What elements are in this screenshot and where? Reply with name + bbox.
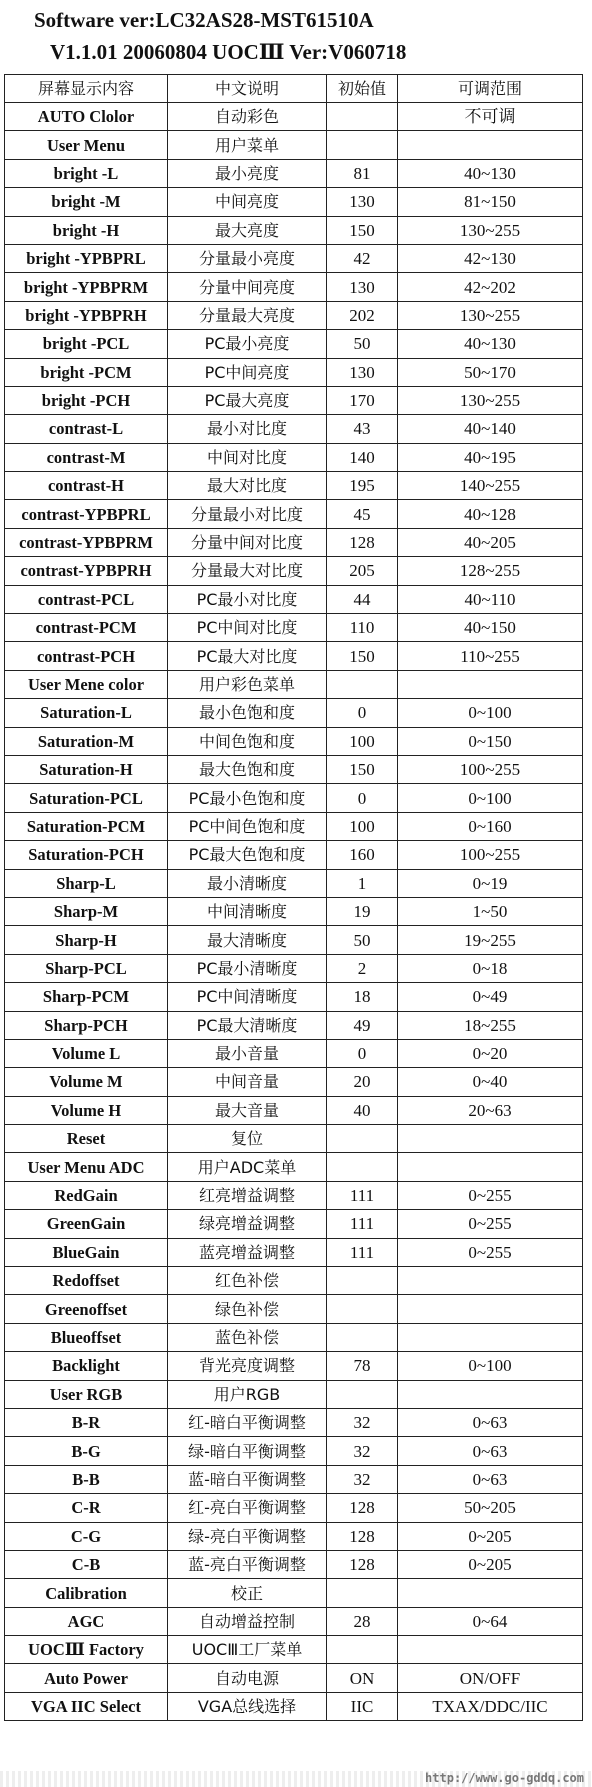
display-text-cell: contrast-M bbox=[5, 443, 168, 471]
initial-value-cell: 50 bbox=[327, 926, 398, 954]
table-row bbox=[5, 1153, 583, 1181]
initial-value-cell: 202 bbox=[327, 301, 398, 329]
description-cell: 中间亮度 bbox=[168, 188, 327, 216]
description-cell: 用户ADC菜单 bbox=[168, 1153, 327, 1181]
range-cell: 0~150 bbox=[398, 727, 583, 755]
table-row bbox=[5, 755, 583, 783]
description-cell: 最大色饱和度 bbox=[168, 755, 327, 783]
initial-value-cell: 111 bbox=[327, 1238, 398, 1266]
table-header-row bbox=[5, 75, 583, 103]
table-row bbox=[5, 500, 583, 528]
table-row bbox=[5, 103, 583, 131]
table-row bbox=[5, 1380, 583, 1408]
table-row bbox=[5, 386, 583, 414]
table-row bbox=[5, 614, 583, 642]
description-cell: 红亮增益调整 bbox=[168, 1181, 327, 1209]
table-row bbox=[5, 1068, 583, 1096]
range-cell: 0~64 bbox=[398, 1607, 583, 1635]
display-text-cell: B-G bbox=[5, 1437, 168, 1465]
table-body bbox=[5, 103, 583, 1721]
table-row bbox=[5, 528, 583, 556]
initial-value-cell: 0 bbox=[327, 784, 398, 812]
table-row bbox=[5, 188, 583, 216]
initial-value-cell: 19 bbox=[327, 897, 398, 925]
description-cell: 红-亮白平衡调整 bbox=[168, 1494, 327, 1522]
initial-value-cell: 49 bbox=[327, 1011, 398, 1039]
table-row bbox=[5, 216, 583, 244]
display-text-cell: BlueGain bbox=[5, 1238, 168, 1266]
initial-value-cell: 150 bbox=[327, 755, 398, 783]
display-text-cell: contrast-H bbox=[5, 472, 168, 500]
range-cell: 130~255 bbox=[398, 386, 583, 414]
display-text-cell: C-R bbox=[5, 1494, 168, 1522]
table-row bbox=[5, 1408, 583, 1436]
range-cell: 1~50 bbox=[398, 897, 583, 925]
display-text-cell: bright -PCL bbox=[5, 330, 168, 358]
range-cell: 110~255 bbox=[398, 642, 583, 670]
table-row bbox=[5, 1039, 583, 1067]
table-row bbox=[5, 1636, 583, 1664]
initial-value-cell: 100 bbox=[327, 812, 398, 840]
description-cell: 中间清晰度 bbox=[168, 897, 327, 925]
description-cell: PC中间清晰度 bbox=[168, 983, 327, 1011]
range-cell bbox=[398, 1579, 583, 1607]
description-cell: PC最大清晰度 bbox=[168, 1011, 327, 1039]
range-cell bbox=[398, 1636, 583, 1664]
table-row bbox=[5, 131, 583, 159]
range-cell: 40~110 bbox=[398, 585, 583, 613]
range-cell: 40~128 bbox=[398, 500, 583, 528]
initial-value-cell: IIC bbox=[327, 1692, 398, 1720]
display-text-cell: contrast-PCM bbox=[5, 614, 168, 642]
range-cell: 18~255 bbox=[398, 1011, 583, 1039]
range-cell: 0~63 bbox=[398, 1437, 583, 1465]
description-cell: PC最大对比度 bbox=[168, 642, 327, 670]
display-text-cell: Volume H bbox=[5, 1096, 168, 1124]
initial-value-cell: 128 bbox=[327, 1550, 398, 1578]
initial-value-cell: 81 bbox=[327, 159, 398, 187]
table-row bbox=[5, 983, 583, 1011]
initial-value-cell: 40 bbox=[327, 1096, 398, 1124]
initial-value-cell: 150 bbox=[327, 216, 398, 244]
display-text-cell: Backlight bbox=[5, 1352, 168, 1380]
table-row bbox=[5, 869, 583, 897]
display-text-cell: Redoffset bbox=[5, 1267, 168, 1295]
display-text-cell: User Mene color bbox=[5, 670, 168, 698]
description-cell: PC最大亮度 bbox=[168, 386, 327, 414]
initial-value-cell: 130 bbox=[327, 358, 398, 386]
display-text-cell: RedGain bbox=[5, 1181, 168, 1209]
display-text-cell: Saturation-PCL bbox=[5, 784, 168, 812]
description-cell: PC最小清晰度 bbox=[168, 954, 327, 982]
description-cell: 最小对比度 bbox=[168, 415, 327, 443]
table-row bbox=[5, 727, 583, 755]
initial-value-cell: 150 bbox=[327, 642, 398, 670]
column-header-range: 可调范围 bbox=[398, 75, 583, 103]
range-cell: 42~130 bbox=[398, 244, 583, 272]
table-row bbox=[5, 1664, 583, 1692]
initial-value-cell bbox=[327, 1267, 398, 1295]
initial-value-cell: 111 bbox=[327, 1210, 398, 1238]
table-row bbox=[5, 670, 583, 698]
display-text-cell: bright -PCM bbox=[5, 358, 168, 386]
table-row bbox=[5, 301, 583, 329]
range-cell bbox=[398, 1380, 583, 1408]
initial-value-cell: 110 bbox=[327, 614, 398, 642]
range-cell: 40~205 bbox=[398, 528, 583, 556]
display-text-cell: contrast-YPBPRL bbox=[5, 500, 168, 528]
display-text-cell: User Menu ADC bbox=[5, 1153, 168, 1181]
range-cell: 40~130 bbox=[398, 330, 583, 358]
description-cell: 最大清晰度 bbox=[168, 926, 327, 954]
display-text-cell: bright -PCH bbox=[5, 386, 168, 414]
watermark-url: http://www.go-gddq.com bbox=[425, 1771, 584, 1785]
display-text-cell: contrast-YPBPRM bbox=[5, 528, 168, 556]
display-text-cell: Saturation-H bbox=[5, 755, 168, 783]
description-cell: VGA总线选择 bbox=[168, 1692, 327, 1720]
display-text-cell: Calibration bbox=[5, 1579, 168, 1607]
range-cell: 0~100 bbox=[398, 784, 583, 812]
description-cell: 中间色饱和度 bbox=[168, 727, 327, 755]
display-text-cell: Saturation-PCM bbox=[5, 812, 168, 840]
description-cell: PC最小亮度 bbox=[168, 330, 327, 358]
range-cell: 0~100 bbox=[398, 1352, 583, 1380]
display-text-cell: Saturation-L bbox=[5, 699, 168, 727]
initial-value-cell bbox=[327, 1636, 398, 1664]
range-cell: 0~63 bbox=[398, 1408, 583, 1436]
range-cell: 40~150 bbox=[398, 614, 583, 642]
table-row bbox=[5, 1267, 583, 1295]
initial-value-cell: 160 bbox=[327, 841, 398, 869]
range-cell bbox=[398, 1267, 583, 1295]
initial-value-cell: 42 bbox=[327, 244, 398, 272]
table-row bbox=[5, 1579, 583, 1607]
table-row bbox=[5, 1550, 583, 1578]
initial-value-cell: 1 bbox=[327, 869, 398, 897]
display-text-cell: Sharp-L bbox=[5, 869, 168, 897]
display-text-cell: contrast-L bbox=[5, 415, 168, 443]
initial-value-cell: 0 bbox=[327, 699, 398, 727]
table-row bbox=[5, 1465, 583, 1493]
description-cell: 蓝-亮白平衡调整 bbox=[168, 1550, 327, 1578]
table-row bbox=[5, 784, 583, 812]
initial-value-cell: 20 bbox=[327, 1068, 398, 1096]
description-cell: 分量最大对比度 bbox=[168, 557, 327, 585]
initial-value-cell: 0 bbox=[327, 1039, 398, 1067]
range-cell: 0~100 bbox=[398, 699, 583, 727]
description-cell: 自动彩色 bbox=[168, 103, 327, 131]
description-cell: 背光亮度调整 bbox=[168, 1352, 327, 1380]
description-cell: 最小色饱和度 bbox=[168, 699, 327, 727]
table-row bbox=[5, 1323, 583, 1351]
initial-value-cell bbox=[327, 1323, 398, 1351]
table-row bbox=[5, 1125, 583, 1153]
range-cell: 130~255 bbox=[398, 216, 583, 244]
display-text-cell: Auto Power bbox=[5, 1664, 168, 1692]
table-row bbox=[5, 1096, 583, 1124]
description-cell: 蓝亮增益调整 bbox=[168, 1238, 327, 1266]
display-text-cell: bright -YPBPRH bbox=[5, 301, 168, 329]
display-text-cell: Sharp-PCH bbox=[5, 1011, 168, 1039]
initial-value-cell: 170 bbox=[327, 386, 398, 414]
range-cell: 50~205 bbox=[398, 1494, 583, 1522]
initial-value-cell: 32 bbox=[327, 1465, 398, 1493]
description-cell: 红色补偿 bbox=[168, 1267, 327, 1295]
range-cell: 42~202 bbox=[398, 273, 583, 301]
description-cell: 最小清晰度 bbox=[168, 869, 327, 897]
table-row bbox=[5, 1210, 583, 1238]
description-cell: 绿-暗白平衡调整 bbox=[168, 1437, 327, 1465]
range-cell: 20~63 bbox=[398, 1096, 583, 1124]
description-cell: PC最小色饱和度 bbox=[168, 784, 327, 812]
description-cell: 最小音量 bbox=[168, 1039, 327, 1067]
table-row bbox=[5, 699, 583, 727]
range-cell: 0~40 bbox=[398, 1068, 583, 1096]
range-cell bbox=[398, 1125, 583, 1153]
initial-value-cell: 32 bbox=[327, 1408, 398, 1436]
display-text-cell: User Menu bbox=[5, 131, 168, 159]
initial-value-cell: 2 bbox=[327, 954, 398, 982]
table-row bbox=[5, 159, 583, 187]
description-cell: 蓝-暗白平衡调整 bbox=[168, 1465, 327, 1493]
display-text-cell: Blueoffset bbox=[5, 1323, 168, 1351]
range-cell bbox=[398, 131, 583, 159]
display-text-cell: Sharp-M bbox=[5, 897, 168, 925]
display-text-cell: Greenoffset bbox=[5, 1295, 168, 1323]
display-text-cell: B-R bbox=[5, 1408, 168, 1436]
initial-value-cell: 195 bbox=[327, 472, 398, 500]
initial-value-cell bbox=[327, 131, 398, 159]
initial-value-cell: 128 bbox=[327, 1494, 398, 1522]
initial-value-cell: 44 bbox=[327, 585, 398, 613]
initial-value-cell: 140 bbox=[327, 443, 398, 471]
range-cell: 100~255 bbox=[398, 755, 583, 783]
initial-value-cell: 32 bbox=[327, 1437, 398, 1465]
display-text-cell: bright -L bbox=[5, 159, 168, 187]
table-row bbox=[5, 897, 583, 925]
table-row bbox=[5, 1607, 583, 1635]
description-cell: 最大亮度 bbox=[168, 216, 327, 244]
range-cell: 100~255 bbox=[398, 841, 583, 869]
range-cell: 19~255 bbox=[398, 926, 583, 954]
table-row bbox=[5, 812, 583, 840]
initial-value-cell bbox=[327, 1295, 398, 1323]
table-row bbox=[5, 557, 583, 585]
description-cell: 复位 bbox=[168, 1125, 327, 1153]
initial-value-cell: 128 bbox=[327, 528, 398, 556]
table-row bbox=[5, 926, 583, 954]
description-cell: PC中间色饱和度 bbox=[168, 812, 327, 840]
range-cell: 0~255 bbox=[398, 1210, 583, 1238]
table-row bbox=[5, 273, 583, 301]
range-cell: 0~255 bbox=[398, 1181, 583, 1209]
range-cell: 0~49 bbox=[398, 983, 583, 1011]
display-text-cell: Sharp-PCM bbox=[5, 983, 168, 1011]
range-cell: 0~63 bbox=[398, 1465, 583, 1493]
range-cell: 130~255 bbox=[398, 301, 583, 329]
description-cell: PC最大色饱和度 bbox=[168, 841, 327, 869]
range-cell: 0~19 bbox=[398, 869, 583, 897]
table-row bbox=[5, 415, 583, 443]
range-cell: 140~255 bbox=[398, 472, 583, 500]
display-text-cell: Volume M bbox=[5, 1068, 168, 1096]
range-cell: 0~18 bbox=[398, 954, 583, 982]
description-cell: 绿色补偿 bbox=[168, 1295, 327, 1323]
description-cell: 分量最大亮度 bbox=[168, 301, 327, 329]
range-cell: 50~170 bbox=[398, 358, 583, 386]
description-cell: 绿-亮白平衡调整 bbox=[168, 1522, 327, 1550]
display-text-cell: AGC bbox=[5, 1607, 168, 1635]
display-text-cell: Volume L bbox=[5, 1039, 168, 1067]
column-header-display: 屏幕显示内容 bbox=[5, 75, 168, 103]
initial-value-cell bbox=[327, 1125, 398, 1153]
description-cell: 分量中间亮度 bbox=[168, 273, 327, 301]
initial-value-cell bbox=[327, 103, 398, 131]
range-cell: 81~150 bbox=[398, 188, 583, 216]
initial-value-cell bbox=[327, 670, 398, 698]
description-cell: 分量最小亮度 bbox=[168, 244, 327, 272]
table-row bbox=[5, 330, 583, 358]
range-cell: 0~205 bbox=[398, 1550, 583, 1578]
table-row bbox=[5, 1295, 583, 1323]
display-text-cell: Sharp-PCL bbox=[5, 954, 168, 982]
column-header-description: 中文说明 bbox=[168, 75, 327, 103]
display-text-cell: AUTO Clolor bbox=[5, 103, 168, 131]
table-row bbox=[5, 1494, 583, 1522]
table-row bbox=[5, 443, 583, 471]
description-cell: 最大音量 bbox=[168, 1096, 327, 1124]
range-cell: 40~195 bbox=[398, 443, 583, 471]
display-text-cell: Sharp-H bbox=[5, 926, 168, 954]
description-cell: 分量中间对比度 bbox=[168, 528, 327, 556]
display-text-cell: Reset bbox=[5, 1125, 168, 1153]
description-cell: 绿亮增益调整 bbox=[168, 1210, 327, 1238]
table-row bbox=[5, 244, 583, 272]
table-row bbox=[5, 472, 583, 500]
table-row bbox=[5, 841, 583, 869]
range-cell: 40~140 bbox=[398, 415, 583, 443]
description-cell: PC最小对比度 bbox=[168, 585, 327, 613]
initial-value-cell: 130 bbox=[327, 273, 398, 301]
display-text-cell: UOCⅢ Factory bbox=[5, 1636, 168, 1664]
initial-value-cell: 50 bbox=[327, 330, 398, 358]
display-text-cell: Saturation-M bbox=[5, 727, 168, 755]
description-cell: 用户RGB bbox=[168, 1380, 327, 1408]
initial-value-cell: 18 bbox=[327, 983, 398, 1011]
display-text-cell: User RGB bbox=[5, 1380, 168, 1408]
description-cell: 最小亮度 bbox=[168, 159, 327, 187]
initial-value-cell: 43 bbox=[327, 415, 398, 443]
table-row bbox=[5, 358, 583, 386]
display-text-cell: bright -YPBPRL bbox=[5, 244, 168, 272]
description-cell: 蓝色补偿 bbox=[168, 1323, 327, 1351]
initial-value-cell: 28 bbox=[327, 1607, 398, 1635]
description-cell: 分量最小对比度 bbox=[168, 500, 327, 528]
description-cell: PC中间对比度 bbox=[168, 614, 327, 642]
range-cell: 0~205 bbox=[398, 1522, 583, 1550]
range-cell bbox=[398, 670, 583, 698]
initial-value-cell: 205 bbox=[327, 557, 398, 585]
range-cell: TXAX/DDC/IIC bbox=[398, 1692, 583, 1720]
table-row bbox=[5, 1352, 583, 1380]
description-cell: 用户菜单 bbox=[168, 131, 327, 159]
column-header-initial-value: 初始值 bbox=[327, 75, 398, 103]
description-cell: 自动电源 bbox=[168, 1664, 327, 1692]
description-cell: 用户彩色菜单 bbox=[168, 670, 327, 698]
table-row bbox=[5, 1437, 583, 1465]
description-cell: 红-暗白平衡调整 bbox=[168, 1408, 327, 1436]
display-text-cell: contrast-PCH bbox=[5, 642, 168, 670]
description-cell: 中间对比度 bbox=[168, 443, 327, 471]
menu-parameter-table bbox=[4, 74, 583, 1721]
display-text-cell: C-B bbox=[5, 1550, 168, 1578]
initial-value-cell bbox=[327, 1579, 398, 1607]
display-text-cell: C-G bbox=[5, 1522, 168, 1550]
range-cell: 40~130 bbox=[398, 159, 583, 187]
display-text-cell: Saturation-PCH bbox=[5, 841, 168, 869]
description-cell: 最大对比度 bbox=[168, 472, 327, 500]
table-row bbox=[5, 642, 583, 670]
range-cell: ON/OFF bbox=[398, 1664, 583, 1692]
initial-value-cell: 111 bbox=[327, 1181, 398, 1209]
version-date-line: V1.1.01 20060804 UOCⅢ Ver:V060718 bbox=[50, 40, 407, 64]
range-cell: 128~255 bbox=[398, 557, 583, 585]
display-text-cell: GreenGain bbox=[5, 1210, 168, 1238]
display-text-cell: bright -YPBPRM bbox=[5, 273, 168, 301]
initial-value-cell bbox=[327, 1380, 398, 1408]
table-row bbox=[5, 1181, 583, 1209]
table-row bbox=[5, 1011, 583, 1039]
range-cell: 0~255 bbox=[398, 1238, 583, 1266]
display-text-cell: contrast-YPBPRH bbox=[5, 557, 168, 585]
table-row bbox=[5, 1692, 583, 1720]
table-row bbox=[5, 1238, 583, 1266]
range-cell: 0~160 bbox=[398, 812, 583, 840]
initial-value-cell: 128 bbox=[327, 1522, 398, 1550]
table-row bbox=[5, 585, 583, 613]
description-cell: 自动增益控制 bbox=[168, 1607, 327, 1635]
range-cell: 不可调 bbox=[398, 103, 583, 131]
initial-value-cell bbox=[327, 1153, 398, 1181]
range-cell bbox=[398, 1323, 583, 1351]
software-version-line: Software ver:LC32AS28-MST61510A bbox=[34, 8, 374, 32]
range-cell bbox=[398, 1153, 583, 1181]
display-text-cell: bright -H bbox=[5, 216, 168, 244]
range-cell bbox=[398, 1295, 583, 1323]
description-cell: 校正 bbox=[168, 1579, 327, 1607]
display-text-cell: bright -M bbox=[5, 188, 168, 216]
initial-value-cell: ON bbox=[327, 1664, 398, 1692]
description-cell: UOCⅢ工厂菜单 bbox=[168, 1636, 327, 1664]
range-cell: 0~20 bbox=[398, 1039, 583, 1067]
initial-value-cell: 45 bbox=[327, 500, 398, 528]
table-row bbox=[5, 1522, 583, 1550]
initial-value-cell: 130 bbox=[327, 188, 398, 216]
display-text-cell: B-B bbox=[5, 1465, 168, 1493]
table-row bbox=[5, 954, 583, 982]
display-text-cell: contrast-PCL bbox=[5, 585, 168, 613]
initial-value-cell: 100 bbox=[327, 727, 398, 755]
description-cell: PC中间亮度 bbox=[168, 358, 327, 386]
display-text-cell: VGA IIC Select bbox=[5, 1692, 168, 1720]
description-cell: 中间音量 bbox=[168, 1068, 327, 1096]
initial-value-cell: 78 bbox=[327, 1352, 398, 1380]
